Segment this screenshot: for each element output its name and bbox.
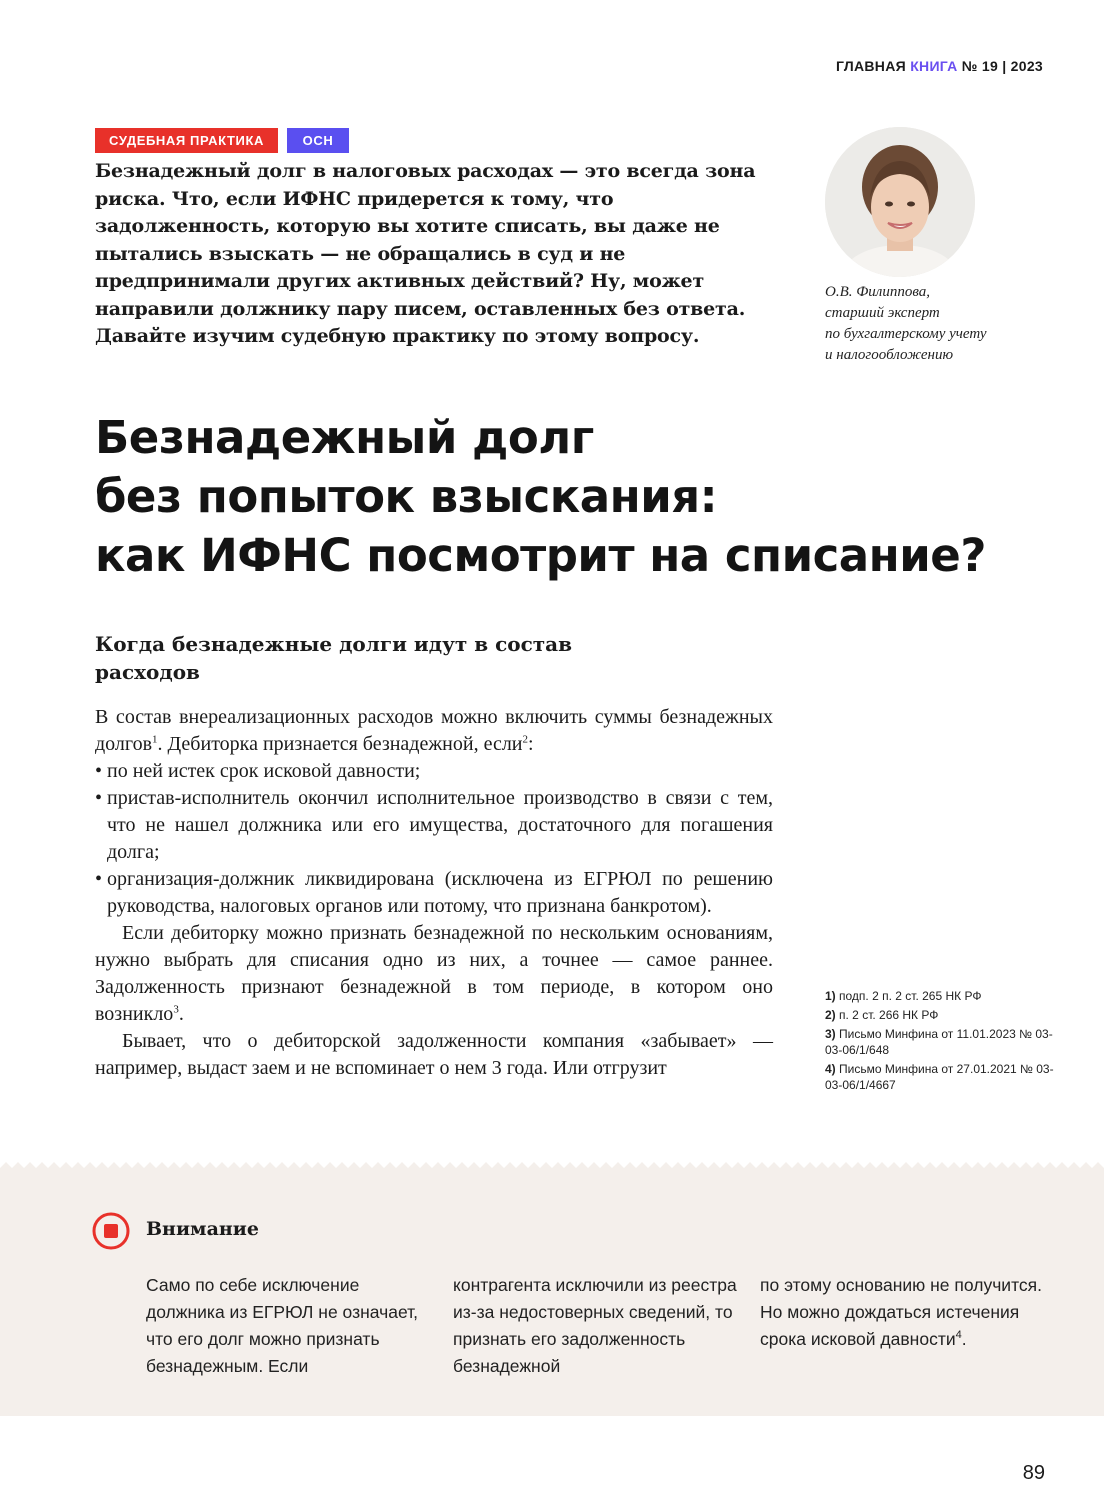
body-paragraph [95,704,773,758]
author-role: и налогообложению [825,347,954,363]
footnote-ref: 4 [955,1329,962,1342]
lead-paragraph: Безнадежный долг в налоговых расходах — это всегда зона риска. Что, если ИФНС придерется к тому, что задолженность, которую вы хотите списать, вы даже не пытались взыскать — не обращались в суд и не предпринимали других активных действий? Ну, может направили должнику пару писем, оставленных без ответа. Давайте изучим судебную практику по этому вопросу. [95,160,756,347]
footnote-text: п. 2 ст. 266 НК РФ [839,1008,939,1022]
list-item-text: пристав-исполнитель окончил исполнительное производство в связи с тем, что не нашел должника или его имущества, достаточного для погашения долга; [107,787,773,863]
running-header [0,58,1043,74]
footnote [825,1061,1065,1093]
footnote [825,1007,1065,1023]
tag-court-practice: СУДЕБНАЯ ПРАКТИКА [95,128,278,153]
attention-text: по этому основанию не получится. Но можно дождаться истечения срока исковой давности [760,1275,1042,1349]
article-title [95,408,1075,585]
body-paragraph: Бывает, что о дебиторской задолженности компания «забывает» — например, выдаст заем и не вспоминает о нем 3 года. Или отгрузит [95,1030,773,1079]
list-item [95,785,773,866]
attention-column: Само по себе исключение должника из ЕГРЮЛ не означает, что его долг можно признать безнадежным. Если [146,1275,419,1376]
stop-icon [92,1212,130,1250]
body-text: : [528,733,534,755]
section-heading: Когда безнадежные долги идут в состав расходов [95,632,573,684]
body-text: . [178,1003,184,1025]
page-number: 89 [1022,1462,1045,1484]
body-text: Если дебиторку можно признать безнадежной по нескольким основаниям, нужно выбрать для списания одно из них, а точнее — самое раннее. Задолженность признают безнадежной в том периоде, в котором оно возникло [95,922,773,1025]
list-item [95,866,773,920]
footnotes [825,988,1065,1096]
brand-main: ГЛАВНАЯ [835,58,906,74]
article-body [95,704,773,1082]
attention-title: Внимание [146,1218,259,1240]
author-name: О.В. Филиппова, [825,284,931,300]
footnote [825,1026,1065,1058]
author-role: старший эксперт [825,305,940,321]
list-item [95,758,773,785]
attention-column: контрагента исключили из реестра из-за недостоверных сведений, то признать его задолженность безнадежной [453,1275,737,1376]
footnote-number: 4) [825,1062,836,1076]
title-line: без попыток взыскания: [95,470,718,523]
zigzag-edge [0,1162,1104,1174]
tag-osn: ОСН [287,128,349,153]
avatar [825,127,975,277]
attention-column [760,1272,1050,1353]
list-item-text: по ней истек срок исковой давности; [107,760,421,782]
footnote-text: Письмо Минфина от 27.01.2021 № 03-03-06/1/4667 [825,1062,1054,1092]
footnote-text: Письмо Минфина от 11.01.2023 № 03-03-06/1/648 [825,1027,1053,1057]
body-text: . Дебиторка признается безнадежной, если [157,733,523,755]
author-role: по бухгалтерскому учету [825,326,987,342]
attention-text: . [961,1329,967,1349]
issue-number: № 19 | 2023 [961,58,1043,74]
author-photo [825,127,975,277]
footnote-ref: 2 [522,733,529,746]
body-text: В состав внереализационных расходов можно включить суммы безнадежных долгов [95,706,773,755]
footnote-number: 3) [825,1027,836,1041]
footnote-text: подп. 2 п. 2 ст. 265 НК РФ [839,989,982,1003]
footnote-ref: 1 [152,733,158,746]
footnote [825,988,1065,1004]
bullet-icon: • [95,787,103,809]
body-paragraph [95,920,773,1028]
title-line: Безнадежный долг [95,411,594,464]
list-item-text: организация-должник ликвидирована (исключена из ЕГРЮЛ по решению руководства, налоговых органов или потому, что признана банкротом). [107,868,773,917]
bullet-icon: • [95,760,103,782]
brand-accent: КНИГА [910,58,958,74]
footnote-ref: 3 [173,1003,179,1016]
bullet-list [95,758,773,920]
footnote-number: 2) [825,1008,836,1022]
title-line: как ИФНС посмотрит на списание? [95,529,986,582]
footnote-number: 1) [825,989,836,1003]
author-caption [825,282,1045,366]
bullet-icon: • [95,868,103,890]
